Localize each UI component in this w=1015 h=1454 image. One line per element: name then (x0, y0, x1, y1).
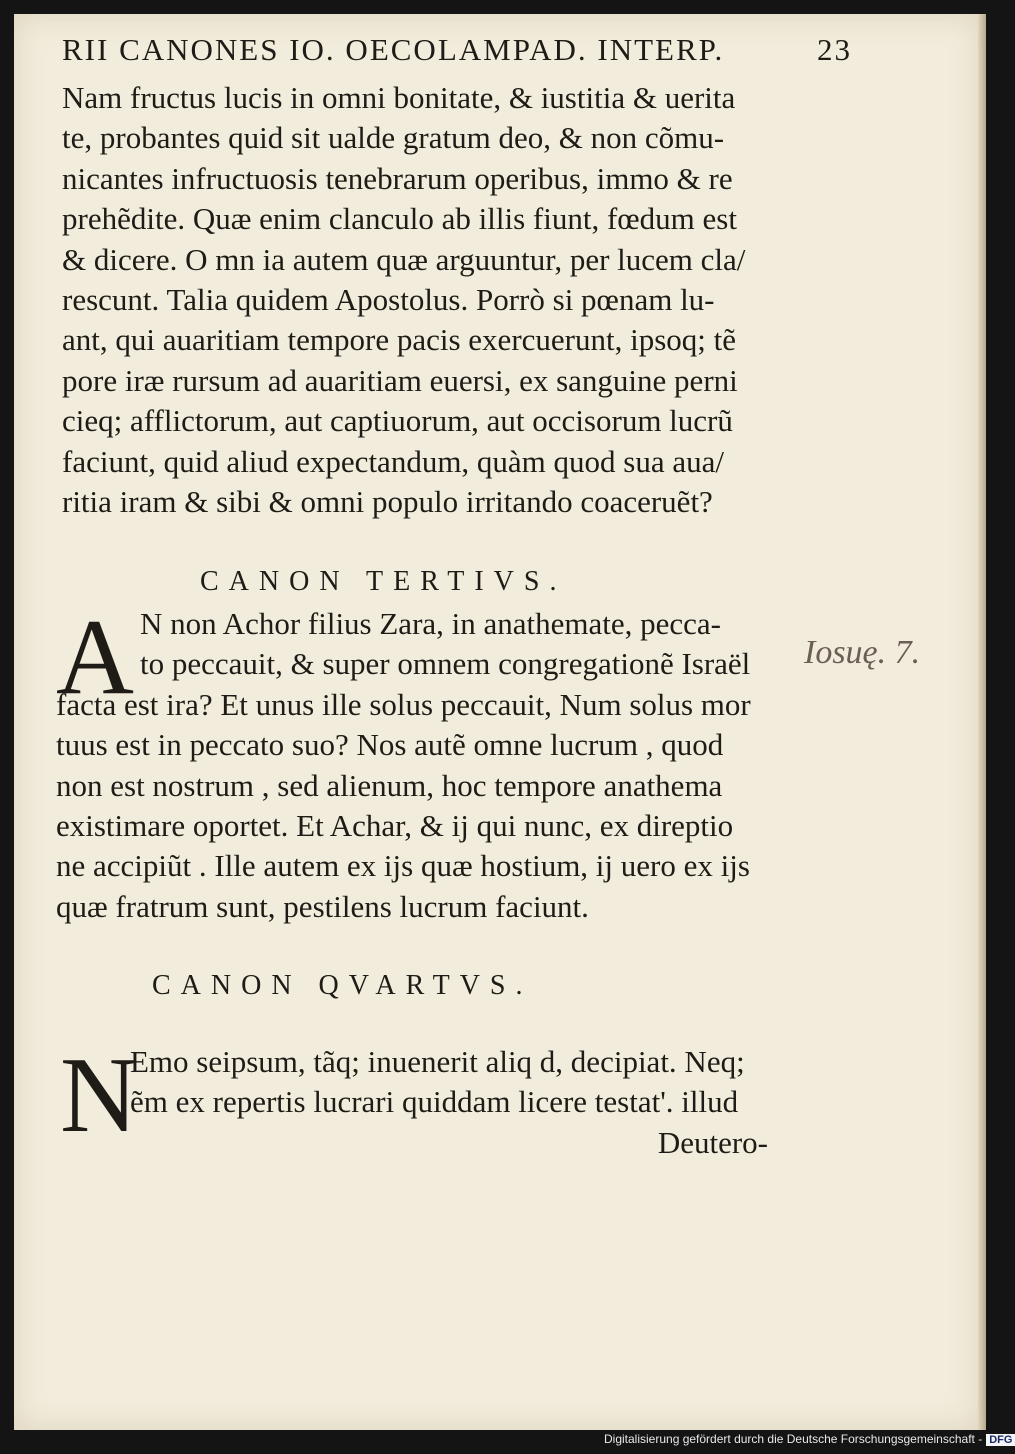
dfg-logo: DFG (986, 1434, 1015, 1446)
text-line: tuus est in peccato suo? Nos autẽ omne lucrum , quod (56, 727, 724, 763)
text-line: pore iræ rursum ad auaritiam euersi, ex sanguine perni (62, 362, 738, 398)
drop-cap-a: A (56, 598, 134, 717)
text-line: nicantes infructuosis tenebrarum operibus, immo & re (62, 160, 733, 196)
handwritten-margin-note: Iosuę. 7. (804, 634, 921, 671)
running-title: RII CANONES IO. OECOLAMPAD. INTERP. (62, 32, 725, 67)
text-line: Emo seipsum, tãq; inuenerit aliq d, decipiat. Neq; (130, 1044, 745, 1079)
text-line: ẽm ex repertis lucrari quiddam licere testat'. illud (130, 1084, 739, 1120)
text-line: facta est ira? Et unus ille solus peccauit, Num solus mor (56, 686, 751, 722)
catchword: Deutero- (657, 1124, 768, 1160)
running-header (62, 32, 852, 72)
text-line: te, probantes quid sit ualde gratum deo, & non cõmu- (62, 120, 725, 156)
page-edge (978, 14, 986, 1430)
text-line: & dicere. O mn ia autem quæ arguuntur, per lucem cla/ (62, 241, 746, 277)
digitization-footer (604, 1432, 1013, 1452)
text-line: prehẽdite. Quæ enim clanculo ab illis fiunt, fœdum est (62, 201, 737, 237)
text-line: ritia iram & sibi & omni populo irritando coaceruẽt? (62, 484, 713, 520)
text-line: quæ fratrum sunt, pestilens lucrum faciunt. (56, 888, 589, 924)
text-line: existimare oportet. Et Achar, & ij qui nunc, ex direptio (56, 808, 734, 844)
text-line: Nam fructus lucis in omni bonitate, & iustitia & uerita (62, 80, 736, 115)
canon-tertius-heading: CANON TERTIVS. (200, 566, 567, 597)
text-line: non est nostrum , sed alienum, hoc tempore anathema (56, 767, 723, 803)
section-2-text (56, 604, 820, 927)
section-1-text (62, 78, 792, 522)
text-line: ant, qui auaritiam tempore pacis exercuerunt, ipsoq; tẽ (62, 322, 737, 358)
text-line: cieq; afflictorum, aut captiuorum, aut occisorum lucrũ (62, 403, 733, 439)
text-line: ne accipiũt . Ille autem ex ijs quæ hostium, ij uero ex ijs (56, 848, 750, 884)
footer-text: Digitalisierung gefördert durch die Deutsche Forschungsgemeinschaft - (604, 1432, 983, 1446)
canon-quartus-heading: CANON QVARTVS. (152, 970, 533, 1001)
text-line: N non Achor filius Zara, in anathemate, pecca- (140, 606, 722, 641)
section-3-text (130, 1042, 810, 1163)
text-line: to peccauit, & super omnem congregationẽ Israël (140, 646, 751, 682)
text-line: rescunt. Talia quidem Apostolus. Porrò si pœnam lu- (62, 282, 715, 318)
page-number: 23 (817, 32, 852, 67)
text-line: faciunt, quid aliud expectandum, quàm quod sua aua/ (62, 443, 725, 479)
drop-cap-n: N (60, 1036, 138, 1155)
